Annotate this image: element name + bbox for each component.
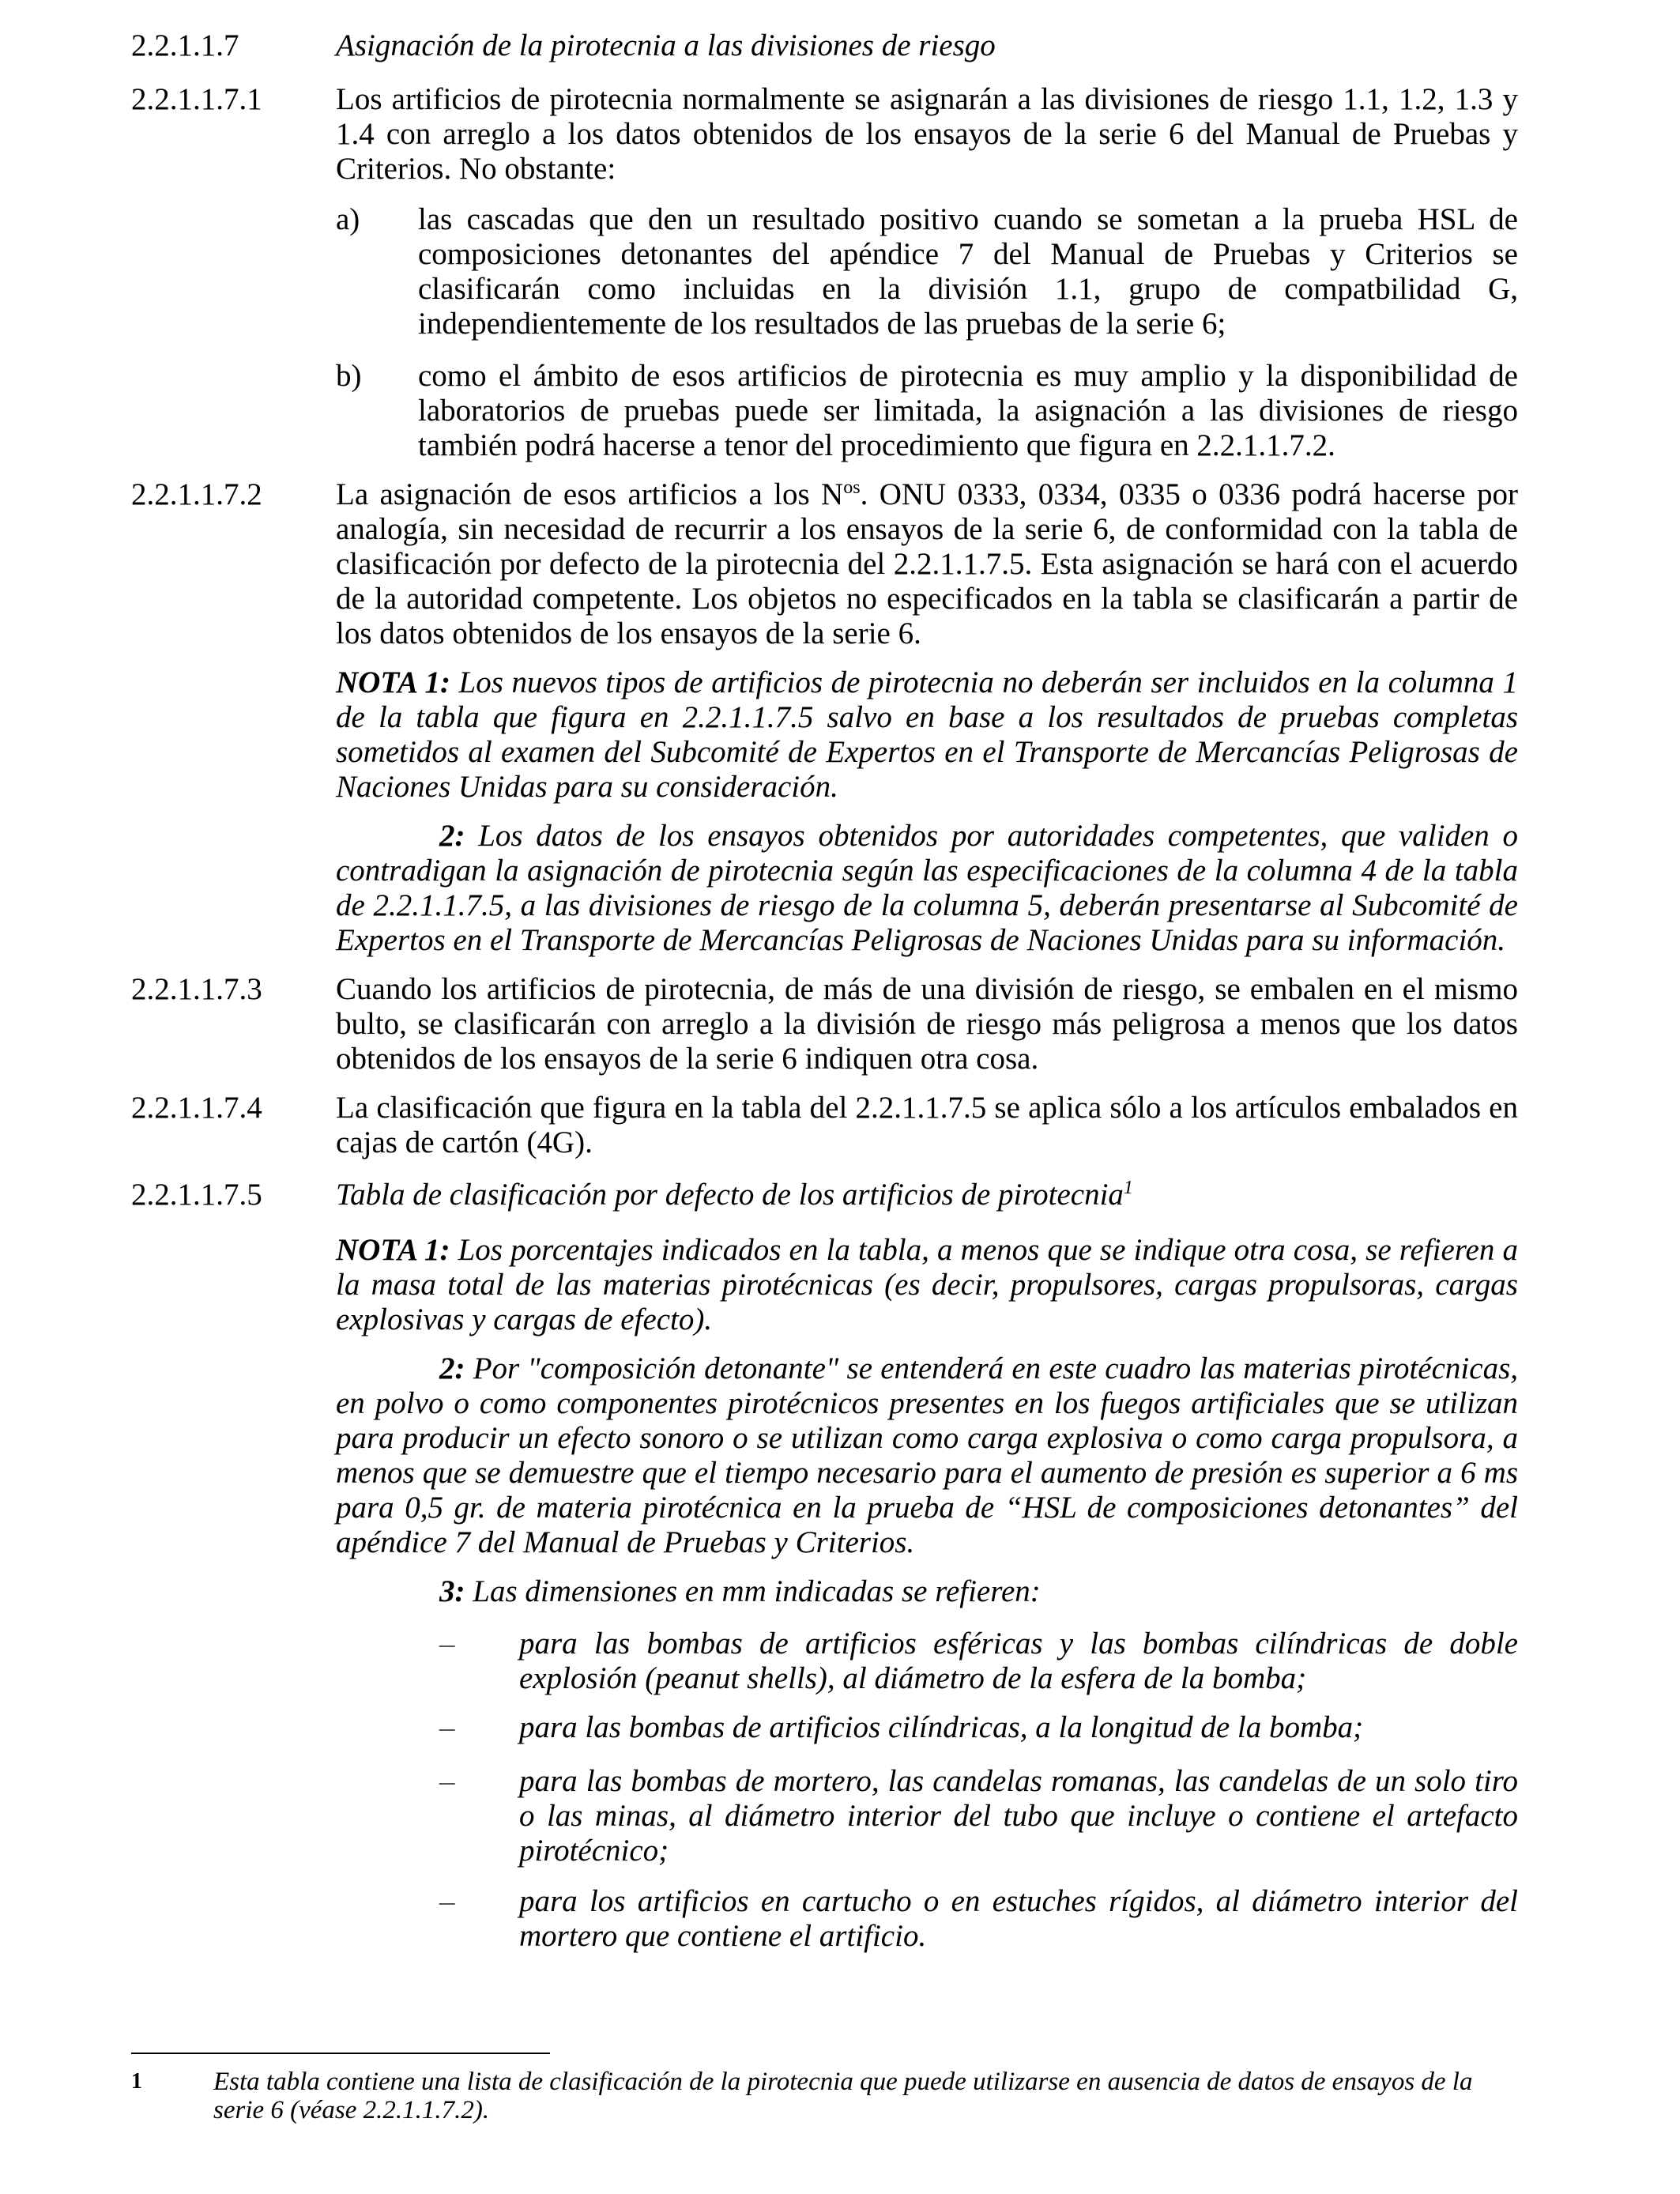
dash-marker: – [439,1884,455,1918]
table-note-3 [131,1574,1518,1609]
footnote-ref: 1 [1123,1178,1133,1198]
note [336,665,1518,805]
list-item-text: como el ámbito de esos artificios de pirotecnia es muy amplio y la disponibilidad de laboratorios de pruebas puede ser limitada, la asignación a las divisiones de riesgo también podrá hacerse a tenor del procedimiento que figura en 2.2.1.1.7.2. [418,359,1518,462]
note-label: NOTA 1: [336,665,450,699]
footnote-marker: 1 [131,2069,142,2094]
note-text: Los porcentajes indicados en la tabla, a menos que se indique otra cosa, se refieren a la masa total de las materias pirotécnicas (es decir, propulsores, cargas propulsoras, cargas explosivas y cargas de efecto). [336,1233,1518,1336]
note-label: NOTA 1: [336,1233,450,1267]
section-number: 2.2.1.1.7.3 [131,972,262,1006]
note [336,1351,1518,1560]
note [336,1233,1518,1337]
paragraph: La clasificación que figura en la tabla del 2.2.1.1.7.5 se aplica sólo a los artículos embalados en cajas de cartón (4G). [336,1091,1518,1159]
list-item [336,202,1518,341]
section-number: 2.2.1.1.7.1 [131,82,262,116]
paragraph: Cuando los artificios de pirotecnia, de más de una división de riesgo, se embalen en el mismo bulto, se clasificarán con arreglo a la división de riesgo más peligrosa a menos que los datos obtenidos de los ensayos de la serie 6 indiquen otra cosa. [336,972,1518,1076]
paragraph [336,477,1518,651]
list-item-text: para las bombas de artificios cilíndricas, a la longitud de la bomba; [519,1710,1364,1744]
list-item [336,1710,1518,1745]
footnote-text: Esta tabla contiene una lista de clasificación de la pirotecnia que puede utilizarse en ausencia de datos de ensayos de la serie 6 (véase 2.2.1.1.7.2). [213,2068,1473,2124]
title-text: Tabla de clasificación por defecto de los artificios de pirotecnia [336,1178,1124,1212]
list-item-label: b) [336,359,362,393]
dash-marker: – [439,1764,455,1798]
section-number: 2.2.1.1.7.5 [131,1178,262,1212]
section-number: 2.2.1.1.7.4 [131,1091,262,1125]
note [336,1574,1518,1609]
note-text: Por "composición detonante" se entenderá en este cuadro las materias pirotécnicas, en polvo o como componentes pirotécnicos presentes en los fuegos artificiales que se utilizan para producir un efecto sonoro o se utilizan como carga explosiva o como carga propulsora, a menos que se demuestre que el tiempo necesario para el aumento de presión es superior a 6 ms para 0,5 gr. de materia pirotécnica en la prueba de “HSL de composiciones detonantes” del apéndice 7 del Manual de Pruebas y Criterios. [336,1351,1518,1559]
list-item-text: para las bombas de mortero, las candelas romanas, las candelas de un solo tiro o las minas, al diámetro interior del tubo que incluye o contiene el artefacto pirotécnico; [519,1764,1518,1868]
list-item-text: las cascadas que den un resultado positivo cuando se sometan a la prueba HSL de composiciones detonantes del apéndice 7 del Manual de Pruebas y Criterios se clasificarán como incluidas en la división 1.1, grupo de compatbilidad G, independientemente de los resultados de las pruebas de la serie 6; [418,202,1518,341]
section-2-2-1-1-7-4 [131,1091,1518,1160]
paragraph: Los artificios de pirotecnia normalmente se asignarán a las divisiones de riesgo 1.1, 1.2, 1.3 y 1.4 con arreglo a los datos obtenidos de los ensayos de la serie 6 del Manual de Pruebas y Criterios. No obstante: [336,82,1518,186]
section-2-2-1-1-7-3 [131,972,1518,1076]
note-2 [131,819,1518,958]
dash-marker: – [439,1627,455,1661]
paragraph-text: La asignación de esos artificios a los N [336,477,844,511]
paragraph-text: . ONU 0333, 0334, 0335 o 0336 podrá hacerse por analogía, sin necesidad de recurrir a los ensayos de la serie 6, de conformidad con la tabla de clasificación por defecto de la pirotecnia del 2.2.1.1.7.5. Esta asignación se hará con el acuerdo de la autoridad competente. Los objetos no especificados en la tabla se clasificarán a partir de los datos obtenidos de los ensayos de la serie 6. [336,477,1518,650]
table-note-2 [131,1351,1518,1560]
section-2-2-1-1-7-5 [131,1178,1518,1212]
table-note-1 [131,1233,1518,1337]
note-label: 2: [439,819,465,853]
list-item [336,1627,1518,1696]
note-text: Los nuevos tipos de artificios de pirotecnia no deberán ser incluidos en la columna 1 de la tabla que figura en 2.2.1.1.7.5 salvo en base a los resultados de pruebas completas sometidos al examen del Subcomité de Expertos en el Transporte de Mercancías Peligrosas de Naciones Unidas para su consideración. [336,665,1518,804]
dash-item-3 [131,1764,1518,1868]
note-1 [131,665,1518,805]
section-title: Asignación de la pirotecnia a las divisiones de riesgo [336,28,996,62]
section-number: 2.2.1.1.7 [131,28,239,62]
list-item [336,359,1518,463]
list-item-text: para los artificios en cartucho o en estuches rígidos, al diámetro interior del mortero que contiene el artificio. [519,1884,1518,1953]
list-item-text: para las bombas de artificios esféricas y las bombas cilíndricas de doble explosión (peanut shells), al diámetro de la esfera de la bomba; [519,1627,1518,1695]
footnote [131,2068,1518,2124]
list-a [131,202,1518,341]
dash-item-2 [131,1710,1518,1745]
note-text: Los datos de los ensayos obtenidos por autoridades competentes, que validen o contradigan la asignación de pirotecnia según las especificaciones de la columna 4 de la tabla de 2.2.1.1.7.5, a las divisiones de riesgo de la columna 5, deberán presentarse al Subcomité de Expertos en el Transporte de Mercancías Peligrosas de Naciones Unidas para su información. [336,819,1518,957]
section-title [336,1178,1518,1212]
list-b [131,359,1518,463]
superscript: os [843,477,861,498]
list-item [336,1884,1518,1954]
note [336,819,1518,958]
note-label: 2: [439,1351,465,1385]
note-label: 3: [439,1574,465,1608]
list-item-label: a) [336,202,360,236]
dash-marker: – [439,1710,455,1744]
dash-item-4 [131,1884,1518,1954]
dash-item-1 [131,1627,1518,1696]
section-number: 2.2.1.1.7.2 [131,477,262,511]
footnote-separator [131,2053,550,2054]
section-2-2-1-1-7-1 [131,82,1518,187]
note-text: Las dimensiones en mm indicadas se refieren: [465,1574,1041,1608]
section-2-2-1-1-7-2 [131,477,1518,651]
list-item [336,1764,1518,1868]
section-2-2-1-1-7 [131,28,1518,63]
